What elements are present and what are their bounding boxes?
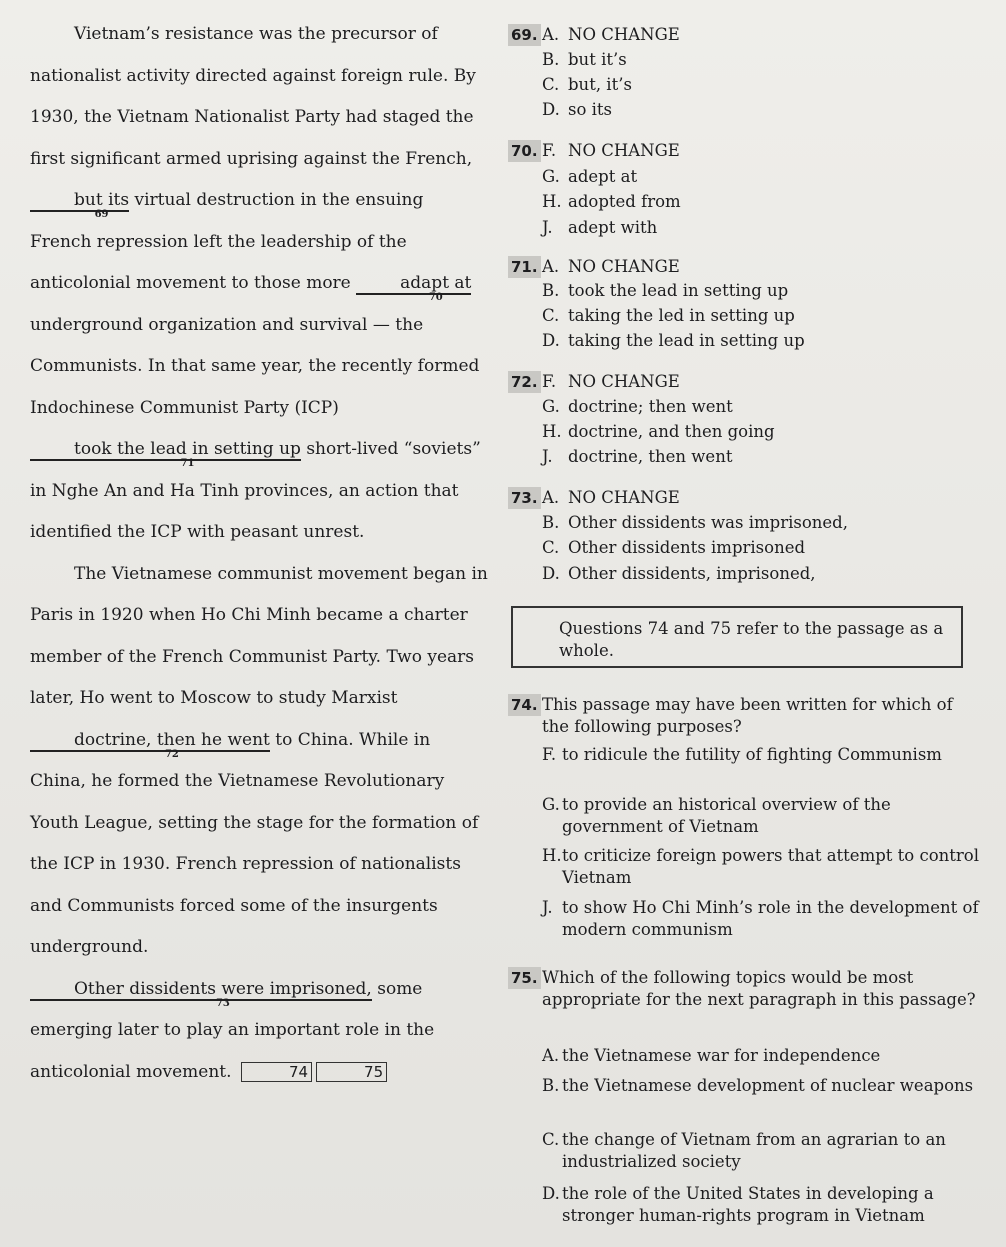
answer-option[interactable] (542, 897, 982, 941)
underlined-text: but its (74, 190, 130, 210)
instructions-box: Questions 74 and 75 refer to the passage as a whole. (511, 606, 963, 668)
option-text: Other dissidents was imprisoned, (568, 513, 848, 532)
reading-passage (30, 14, 490, 1093)
option-letter: G. (542, 167, 560, 186)
option-letter: D. (542, 331, 560, 350)
answer-option[interactable] (542, 512, 848, 534)
answer-option[interactable] (542, 166, 637, 188)
question-number: 72. (508, 371, 541, 393)
passage-text: some emerging later to play an important role in the anticolonial movement. (30, 978, 435, 1082)
option-letter: C. (542, 306, 560, 325)
option-letter: G. (542, 397, 560, 416)
question-marker-73: 73 (215, 997, 230, 1009)
answer-option[interactable] (542, 396, 733, 418)
option-text: the Vietnamese war for independence (562, 1046, 881, 1065)
option-letter: B. (542, 281, 560, 300)
passage-text: The Vietnamese communist movement began in Paris in 1920 when Ho Chi Minh became a charter member of the French Communist Party. Two years later, Ho went to Moscow to study Marxist (30, 563, 488, 708)
option-letter: B. (542, 50, 560, 69)
option-text: NO CHANGE (568, 372, 680, 391)
option-text: doctrine; then went (568, 397, 733, 416)
option-text: but, it’s (568, 75, 632, 94)
option-letter: J. (542, 218, 553, 237)
option-letter: H. (542, 192, 562, 211)
answer-option[interactable] (542, 446, 732, 468)
option-text: but it’s (568, 50, 627, 69)
question-marker-69: 69 (94, 209, 109, 220)
passage-text: to China. While in China, he formed the Vietnamese Revolutionary Youth League, setting the stage for the formation of the ICP in 1930. French repression of nationalists and Communists forced some of the insurgents underground. (30, 729, 479, 957)
option-letter: D. (542, 1184, 560, 1203)
option-letter: H. (542, 846, 562, 865)
underlined-text: took the lead in setting up (74, 439, 301, 459)
passage-paragraph-2 (30, 554, 490, 1094)
option-letter: F. (542, 745, 557, 764)
answer-option[interactable] (542, 140, 680, 162)
option-text: the Vietnamese development of nuclear weapons (562, 1076, 974, 1095)
question-marker-71: 71 (180, 458, 195, 469)
option-letter: A. (542, 1046, 560, 1065)
option-text: adept at (568, 167, 638, 186)
boxed-marker-74[interactable]: 74 (241, 1062, 312, 1082)
underlined-phrase-69[interactable] (30, 190, 130, 220)
answer-option[interactable] (542, 744, 982, 766)
option-text: taking the led in setting up (568, 306, 795, 325)
option-text: the change of Vietnam from an agrarian to an industrialized society (562, 1130, 946, 1171)
option-text: adopted from (568, 192, 681, 211)
option-text: NO CHANGE (568, 25, 680, 44)
answer-option[interactable] (542, 1129, 982, 1173)
option-letter: B. (542, 513, 560, 532)
underlined-text: Other dissidents were imprisoned, (74, 978, 372, 999)
question-marker-70: 70 (428, 292, 443, 303)
answer-option[interactable] (542, 191, 681, 213)
answer-option[interactable] (542, 487, 680, 509)
option-text: so its (568, 100, 613, 119)
answer-option[interactable] (542, 49, 627, 71)
answer-option[interactable] (542, 421, 775, 443)
option-letter: A. (542, 488, 560, 507)
passage-text: Vietnam’s resistance was the precursor of nationalist activity directed against foreign rule. By 1930, the Vietnam Nationalist Party had staged the first significant armed uprising against the French, (30, 24, 476, 169)
option-letter: F. (542, 141, 557, 160)
option-text: doctrine, and then going (568, 422, 775, 441)
answer-option[interactable] (542, 305, 795, 327)
underlined-phrase-73[interactable] (30, 978, 372, 1009)
option-letter: D. (542, 564, 560, 583)
answer-option[interactable] (542, 99, 612, 121)
option-text: adept with (568, 218, 658, 237)
option-letter: C. (542, 75, 560, 94)
answer-option[interactable] (542, 1045, 982, 1067)
question-stem: Which of the following topics would be most appropriate for the next paragraph in this passage? (542, 968, 976, 1009)
option-letter: C. (542, 1130, 560, 1149)
answer-option[interactable] (542, 563, 816, 585)
option-text: to criticize foreign powers that attempt to control Vietnam (562, 846, 979, 887)
option-text: to ridicule the futility of fighting Communism (562, 745, 942, 764)
passage-paragraph-1 (30, 14, 490, 554)
question-stem: This passage may have been written for which of the following purposes? (542, 695, 953, 736)
option-letter: J. (542, 447, 553, 466)
question-number: 71. (508, 256, 541, 278)
option-text: NO CHANGE (568, 141, 680, 160)
answer-option[interactable] (542, 330, 805, 352)
question-marker-72: 72 (164, 748, 179, 760)
answer-option[interactable] (542, 371, 680, 393)
answer-option[interactable] (542, 280, 788, 302)
option-text: taking the lead in setting up (568, 331, 805, 350)
answer-option[interactable] (542, 537, 805, 559)
option-text: to provide an historical overview of the government of Vietnam (562, 795, 891, 836)
answer-option[interactable] (542, 1075, 982, 1097)
option-letter: F. (542, 372, 557, 391)
option-text: took the lead in setting up (568, 281, 789, 300)
question-number: 75. (508, 967, 541, 989)
answer-option[interactable] (542, 74, 632, 96)
option-text: to show Ho Chi Minh’s role in the development of modern communism (562, 898, 979, 939)
underlined-text: doctrine, then he went (74, 729, 270, 750)
passage-text: underground organization and survival — the Communists. In that same year, the recently formed Indochinese Communist Party (ICP) (30, 314, 480, 418)
answer-option[interactable] (542, 217, 657, 239)
boxed-marker-75[interactable]: 75 (316, 1062, 387, 1082)
passage-text: short-lived “soviets” in Nghe An and Ha Tinh provinces, an action that identified the ICP with peasant unrest. (30, 439, 481, 542)
question-number: 73. (508, 487, 541, 509)
question-number: 69. (508, 24, 541, 46)
option-letter: H. (542, 422, 562, 441)
answer-option[interactable] (542, 1183, 982, 1227)
answer-option[interactable] (542, 256, 680, 278)
answer-option[interactable] (542, 24, 680, 46)
option-letter: J. (542, 898, 553, 917)
underlined-phrase-71[interactable] (30, 439, 301, 469)
underlined-phrase-72[interactable] (30, 729, 270, 760)
option-letter: A. (542, 257, 560, 276)
option-letter: G. (542, 795, 560, 814)
option-text: Other dissidents imprisoned (568, 538, 806, 557)
option-letter: A. (542, 25, 560, 44)
answer-option[interactable] (542, 794, 982, 838)
option-letter: D. (542, 100, 560, 119)
underlined-text: adapt at (400, 273, 472, 293)
option-letter: C. (542, 538, 560, 557)
question-number: 70. (508, 140, 541, 162)
question-number: 74. (508, 694, 541, 716)
option-text: NO CHANGE (568, 488, 680, 507)
option-text: the role of the United States in developing a stronger human-rights program in Vietnam (562, 1184, 934, 1225)
option-text: Other dissidents, imprisoned, (568, 564, 816, 583)
option-text: doctrine, then went (568, 447, 733, 466)
option-text: NO CHANGE (568, 257, 680, 276)
underlined-phrase-70[interactable] (356, 273, 472, 303)
option-letter: B. (542, 1076, 560, 1095)
answer-option[interactable] (542, 845, 982, 889)
passage-text: virtual destruction in the ensuing French repression left the leadership of the anticolonial movement to those more (30, 190, 424, 293)
